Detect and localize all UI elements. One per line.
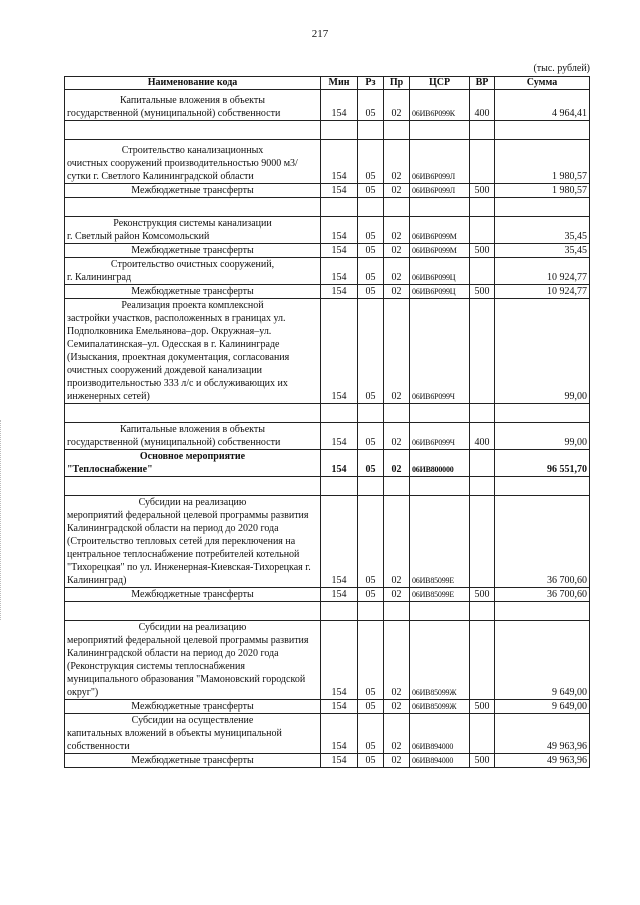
row-pr: 02 [384, 299, 410, 404]
table-row [65, 450, 590, 477]
row-pr: 02 [384, 588, 410, 602]
table-row [65, 714, 590, 754]
row-vr [470, 496, 495, 588]
row-rz: 05 [358, 140, 384, 184]
row-min: 154 [321, 754, 358, 768]
row-sum: 10 924,77 [495, 258, 590, 285]
row-min: 154 [321, 299, 358, 404]
row-min: 154 [321, 423, 358, 450]
row-csr: 06ИВ800000 [410, 450, 470, 477]
row-min: 154 [321, 140, 358, 184]
row-rz: 05 [358, 217, 384, 244]
row-csr: 06ИВ6Р099Ц [410, 258, 470, 285]
row-vr [470, 299, 495, 404]
row-rz: 05 [358, 588, 384, 602]
table-row [65, 423, 590, 450]
row-pr: 02 [384, 184, 410, 198]
blank-row [65, 602, 590, 621]
page-number: 217 [311, 28, 329, 40]
row-rz: 05 [358, 714, 384, 754]
row-pr: 02 [384, 258, 410, 285]
row-sum: 9 649,00 [495, 700, 590, 714]
row-csr: 06ИВ85099Ж [410, 700, 470, 714]
row-name: Межбюджетные трансферты [65, 588, 321, 602]
row-csr: 06ИВ6Р099М [410, 244, 470, 258]
row-vr [470, 621, 495, 700]
row-min: 154 [321, 217, 358, 244]
table-row [65, 621, 590, 700]
row-min: 154 [321, 244, 358, 258]
row-name: Основное мероприятие "Теплоснабжение" [65, 450, 321, 477]
row-rz: 05 [358, 258, 384, 285]
header-rz: Рз [358, 77, 384, 90]
header-row [65, 77, 590, 90]
row-vr [470, 140, 495, 184]
header-min: Мин [321, 77, 358, 90]
row-rz: 05 [358, 285, 384, 299]
row-sum: 9 649,00 [495, 621, 590, 700]
table-row [65, 299, 590, 404]
row-rz: 05 [358, 450, 384, 477]
row-csr: 06ИВ6Р099М [410, 217, 470, 244]
row-name: Реконструкция системы канализации г. Светлый район Комсомольский [65, 217, 321, 244]
row-min: 154 [321, 285, 358, 299]
row-csr: 06ИВ6Р099Л [410, 140, 470, 184]
row-name: Межбюджетные трансферты [65, 754, 321, 768]
row-min: 154 [321, 184, 358, 198]
row-name: Субсидии на реализацию мероприятий федеральной целевой программы развития Калининградской области на период до 2020 года (Строительство тепловых сетей для переключения на центральное теплоснабжение потребителей котельной "Тихорецкая" по ул. Инженерная-Киевская-Тихорецкая г. Калининград) [65, 496, 321, 588]
row-pr: 02 [384, 621, 410, 700]
row-sum: 49 963,96 [495, 754, 590, 768]
row-pr: 02 [384, 90, 410, 121]
row-vr: 500 [470, 754, 495, 768]
row-sum: 36 700,60 [495, 588, 590, 602]
budget-table [64, 76, 590, 768]
row-name: Межбюджетные трансферты [65, 285, 321, 299]
row-min: 154 [321, 588, 358, 602]
row-sum: 35,45 [495, 217, 590, 244]
row-rz: 05 [358, 754, 384, 768]
header-sum: Сумма [495, 77, 590, 90]
row-vr [470, 714, 495, 754]
row-sum: 1 980,57 [495, 140, 590, 184]
row-csr: 06ИВ6Р099Ч [410, 299, 470, 404]
row-min: 154 [321, 90, 358, 121]
table-row [65, 285, 590, 299]
row-min: 154 [321, 714, 358, 754]
row-vr: 500 [470, 588, 495, 602]
row-sum: 4 964,41 [495, 90, 590, 121]
row-sum: 36 700,60 [495, 496, 590, 588]
blank-row [65, 121, 590, 140]
row-min: 154 [321, 496, 358, 588]
header-csr: ЦСР [410, 77, 470, 90]
blank-row [65, 198, 590, 217]
row-pr: 02 [384, 285, 410, 299]
row-rz: 05 [358, 299, 384, 404]
table-row [65, 244, 590, 258]
row-min: 154 [321, 450, 358, 477]
row-rz: 05 [358, 700, 384, 714]
row-sum: 99,00 [495, 299, 590, 404]
row-name: Субсидии на осуществление капитальных вложений в объекты муниципальной собственности [65, 714, 321, 754]
row-name: Капитальные вложения в объекты государственной (муниципальной) собственности [65, 90, 321, 121]
row-csr: 06ИВ85099Ж [410, 621, 470, 700]
row-name: Межбюджетные трансферты [65, 244, 321, 258]
row-min: 154 [321, 621, 358, 700]
row-vr: 400 [470, 90, 495, 121]
row-pr: 02 [384, 754, 410, 768]
row-csr: 06ИВ894000 [410, 754, 470, 768]
row-csr: 06ИВ85099Е [410, 588, 470, 602]
row-name: Капитальные вложения в объекты государственной (муниципальной) собственности [65, 423, 321, 450]
row-vr: 400 [470, 423, 495, 450]
row-pr: 02 [384, 714, 410, 754]
row-csr: 06ИВ85099Е [410, 496, 470, 588]
row-rz: 05 [358, 496, 384, 588]
table-row [65, 90, 590, 121]
row-pr: 02 [384, 450, 410, 477]
row-csr: 06ИВ6Р099К [410, 90, 470, 121]
row-sum: 1 980,57 [495, 184, 590, 198]
row-rz: 05 [358, 621, 384, 700]
row-name: Строительство очистных сооружений, г. Калининград [65, 258, 321, 285]
row-name: Реализация проекта комплексной застройки участков, расположенных в границах ул. Подполковника Емельянова–дор. Окружная–ул. Семипалатинская–ул. Одесская в г. Калининграде (Изыскания, проектная документация, согласования очистных сооружений дождевой канализации производительностью 333 л/с и обслуживающих их инженерных сетей) [65, 299, 321, 404]
table-row [65, 700, 590, 714]
row-rz: 05 [358, 184, 384, 198]
row-rz: 05 [358, 423, 384, 450]
row-sum: 49 963,96 [495, 714, 590, 754]
row-name: Межбюджетные трансферты [65, 184, 321, 198]
row-sum: 96 551,70 [495, 450, 590, 477]
row-vr: 500 [470, 700, 495, 714]
row-pr: 02 [384, 217, 410, 244]
table-row [65, 140, 590, 184]
row-min: 154 [321, 700, 358, 714]
row-rz: 05 [358, 90, 384, 121]
table-row [65, 496, 590, 588]
row-sum: 99,00 [495, 423, 590, 450]
header-name: Наименование кода [65, 77, 321, 90]
table-row [65, 217, 590, 244]
row-name: Строительство канализационных очистных сооружений производительностью 9000 м3/сутки г. Светлого Калининградской области [65, 140, 321, 184]
row-vr [470, 450, 495, 477]
table-row [65, 258, 590, 285]
row-pr: 02 [384, 496, 410, 588]
row-csr: 06ИВ6Р099Ч [410, 423, 470, 450]
row-csr: 06ИВ6Р099Ц [410, 285, 470, 299]
header-vr: ВР [470, 77, 495, 90]
row-pr: 02 [384, 700, 410, 714]
row-csr: 06ИВ6Р099Л [410, 184, 470, 198]
blank-row [65, 477, 590, 496]
scan-edge-mark [0, 420, 4, 620]
row-sum: 35,45 [495, 244, 590, 258]
row-csr: 06ИВ894000 [410, 714, 470, 754]
row-sum: 10 924,77 [495, 285, 590, 299]
table-row [65, 588, 590, 602]
row-vr: 500 [470, 244, 495, 258]
row-vr [470, 217, 495, 244]
row-min: 154 [321, 258, 358, 285]
row-vr: 500 [470, 285, 495, 299]
row-pr: 02 [384, 244, 410, 258]
row-pr: 02 [384, 140, 410, 184]
row-vr [470, 258, 495, 285]
row-pr: 02 [384, 423, 410, 450]
table-row [65, 184, 590, 198]
blank-row [65, 404, 590, 423]
row-name: Межбюджетные трансферты [65, 700, 321, 714]
header-pr: Пр [384, 77, 410, 90]
units-label: (тыс. рублей) [533, 63, 590, 74]
table-row [65, 754, 590, 768]
row-rz: 05 [358, 244, 384, 258]
row-name: Субсидии на реализацию мероприятий федеральной целевой программы развития Калининградской области на период до 2020 года (Реконструкция системы теплоснабжения муниципального образования "Мамоновский городской округ") [65, 621, 321, 700]
row-vr: 500 [470, 184, 495, 198]
